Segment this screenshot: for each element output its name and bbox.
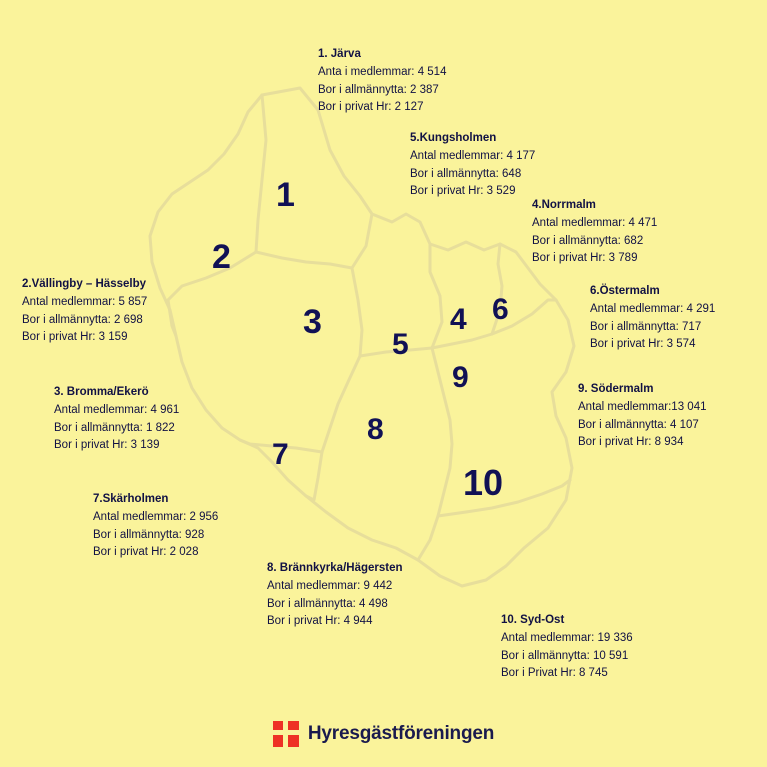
district-label-title: 1. Järva [318,48,361,60]
district-label-title: 6.Östermalm [590,285,660,297]
district-label-line: Antal medlemmar: 5 857 [22,295,148,308]
district-label-line: Bor i allmännytta: 1 822 [54,421,175,434]
brand-name: Hyresgästföreningen [307,723,495,744]
district-number-8: 8 [367,413,384,446]
district-label-line: Antal medlemmar: 19 336 [501,631,633,644]
district-label-title: 5.Kungsholmen [410,132,497,144]
district-label-line: Antal medlemmar:13 041 [578,400,707,413]
district-label-line: Bor i allmännytta: 4 498 [267,597,388,610]
district-label-title: 8. Brännkyrka/Hägersten [267,562,403,574]
district-label-title: 10. Syd-Ost [501,614,565,626]
district-label-skarholmen [93,491,218,562]
district-label-line: Bor i privat Hr: 3 574 [590,338,696,351]
footer-brand [0,721,767,747]
district-number-9: 9 [452,361,469,394]
district-label-bromma-ekero [54,384,179,455]
district-label-line: Antal medlemmar: 4 177 [410,149,536,162]
district-label-title: 7.Skärholmen [93,493,169,505]
district-label-line: Bor i allmännytta: 928 [93,528,205,541]
district-label-line: Bor i privat Hr: 2 028 [93,546,199,559]
district-label-norrmalm [532,197,657,268]
district-label-line: Bor i privat Hr: 4 944 [267,615,373,628]
district-label-jarva [318,46,446,117]
district-label-vallingby-hasselby [22,276,147,347]
district-label-line: Antal medlemmar: 2 956 [93,510,219,523]
district-label-line: Bor i allmännytta: 2 387 [318,83,439,96]
district-label-line: Bor i privat Hr: 3 529 [410,185,516,198]
district-label-line: Bor i privat Hr: 3 139 [54,439,160,452]
district-label-title: 2.Vällingby – Hässelby [22,278,147,290]
district-label-line: Bor i allmännytta: 717 [590,320,702,333]
district-number-3: 3 [303,303,322,341]
district-number-6: 6 [492,293,509,326]
district-number-7: 7 [272,438,289,471]
district-label-title: 4.Norrmalm [532,199,596,211]
district-label-line: Bor i allmännytta: 682 [532,234,644,247]
district-label-line: Bor i privat Hr: 8 934 [578,436,684,449]
district-label-line: Antal medlemmar: 9 442 [267,579,393,592]
district-label-ostermalm [590,283,715,354]
district-label-line: Bor i privat Hr: 2 127 [318,101,424,114]
district-label-line: Bor i allmännytta: 10 591 [501,649,629,662]
district-label-line: Bor i allmännytta: 4 107 [578,418,699,431]
district-label-title: 9. Södermalm [578,383,654,395]
district-label-line: Antal medlemmar: 4 291 [590,302,716,315]
district-label-syd-ost [501,612,633,683]
district-label-brannkyrka-hagersten [267,560,403,631]
district-label-line: Bor i allmännytta: 648 [410,167,522,180]
district-label-line: Anta i medlemmar: 4 514 [318,65,447,78]
district-label-line: Bor i privat Hr: 3 159 [22,331,128,344]
district-label-line: Antal medlemmar: 4 961 [54,403,180,416]
district-label-line: Bor i allmännytta: 2 698 [22,313,143,326]
district-label-sodermalm [578,381,706,452]
district-number-4: 4 [450,303,467,336]
district-number-5: 5 [392,328,409,361]
district-number-1: 1 [276,176,295,214]
district-label-line: Bor i privat Hr: 3 789 [532,252,638,265]
district-number-10: 10 [463,462,504,503]
district-label-line: Antal medlemmar: 4 471 [532,216,658,229]
district-number-2: 2 [212,238,231,276]
district-label-line: Bor i Privat Hr: 8 745 [501,667,608,680]
hyresgastforeningen-logo-icon [273,721,299,747]
district-label-title: 3. Bromma/Ekerö [54,386,149,398]
district-label-kungsholmen [410,130,535,201]
